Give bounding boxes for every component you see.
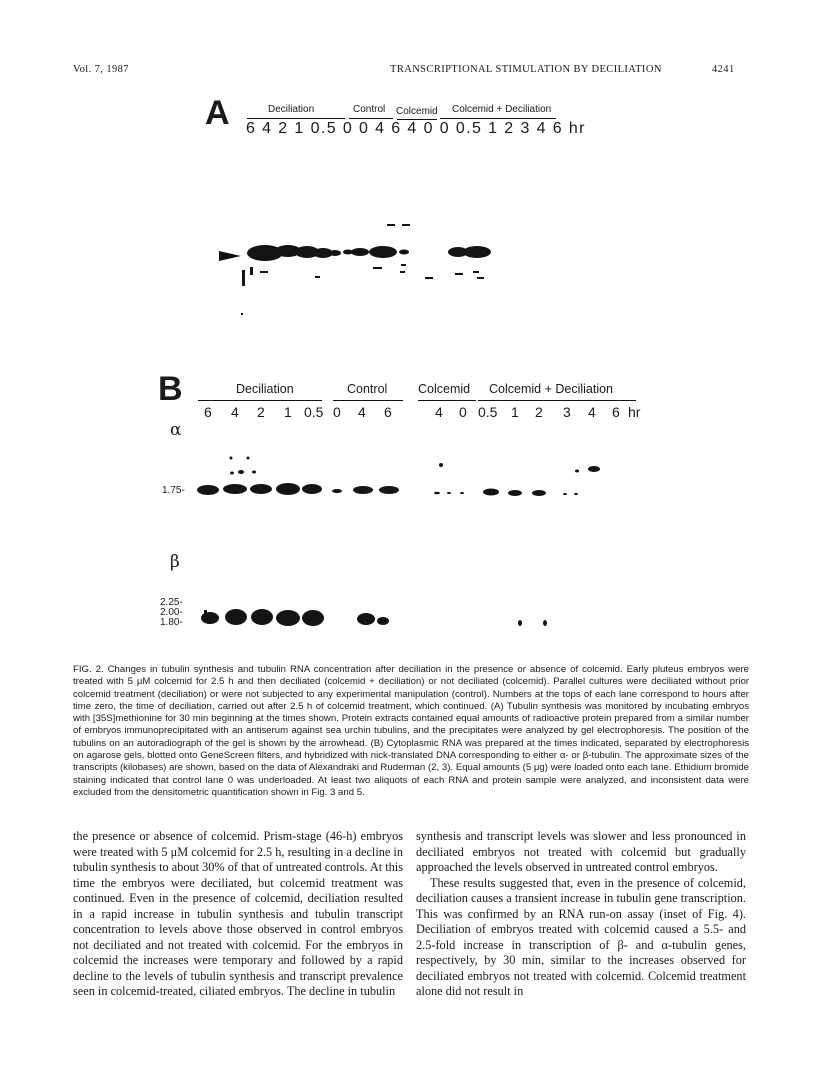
panel-b-lane-label: 0 [459,404,467,420]
panel-b-lane-label: 6 [384,404,392,420]
panel-b-lane-label: 1 [511,404,519,420]
panel-a-lane-labels: 6 4 2 1 0.5 0 0 4 6 4 0 0 0.5 1 2 3 4 6 hr [246,120,586,137]
journal-volume: Vol. 7, 1987 [73,64,129,75]
panel-b-lane-label: 4 [358,404,366,420]
panel-b-bracket-colcemid-deciliation [478,400,636,401]
panel-b-condition-deciliation: Deciliation [236,382,294,396]
panel-b-lane-label: 4 [231,404,239,420]
panel-a-condition-control: Control [353,104,386,115]
page-number: 4241 [712,64,735,75]
panel-b-lane-label: 3 [563,404,571,420]
body-column-right [416,829,746,1000]
panel-b-condition-control: Control [347,382,388,396]
panel-a-bracket-control [349,118,393,119]
panel-a-bracket-colcemid-deciliation [440,118,556,119]
panel-b-lane-label: 0.5 [478,404,498,420]
panel-b-bracket-control [333,400,403,401]
panel-a-autoradiograph [215,215,515,320]
arrowhead-icon [219,251,241,261]
panel-a-bracket-deciliation [247,118,345,119]
running-title: TRANSCRIPTIONAL STIMULATION BY DECILIATION [390,64,662,75]
alpha-northern-blot [192,448,612,508]
panel-b-lane-label: 0.5 [304,404,324,420]
panel-b-lane-label: hr [628,404,641,420]
panel-a-letter: A [205,94,230,132]
panel-b-letter: B [158,370,183,408]
panel-b-lane-label: 1 [284,404,292,420]
beta-size-marker: 1.80- [160,617,183,628]
panel-b-lane-label: 6 [204,404,212,420]
body-paragraph: These results suggested that, even in the presence of colcemid, deciliation causes a transient increase in tubulin gene transcription. This was confirmed by an RNA run-on assay (inset of Fig. 4). Deciliation of embryos treated with colcemid caused a 5.5- and 2.5-fold increase in transcription of β- and α-tubulin genes, respectively, by 30 min, similar to the increases observed for deciliated embryos not treated with colcemid. Colcemid treatment alone did not result in [416,875,746,998]
beta-tubulin-label: β [170,552,180,572]
panel-a-condition-deciliation: Deciliation [268,104,315,115]
beta-northern-blot [192,596,572,636]
panel-b-condition-colcemid: Colcemid [418,382,471,396]
panel-b-lane-label: 2 [257,404,265,420]
panel-b-lane-label: 2 [535,404,543,420]
panel-b-bracket-colcemid [418,400,476,401]
beta-size-marker: 2.25- [160,597,183,608]
panel-b-lane-label: 0 [333,404,341,420]
body-paragraph: the presence or absence of colcemid. Prism-stage (46-h) embryos were treated with 5 μM colcemid for 2.5 h, resulting in a decline in tubulin synthesis to about 30% of that of untreated controls. At this time the embryos were deciliated, but colcemid treatment was continued. Even in the presence of colcemid, deciliation resulted in a rapid increase in tubulin synthesis and tubulin transcript concentration to levels above those observed in control embryos not deciliated and not treated with colcemid. For the embryos in colcemid the increases were temporary and followed by a rapid decline to the levels of tubulin synthesis and transcript prevalence seen in colcemid-treated, ciliated embryos. The decline in tubulin [73,829,403,998]
panel-b-lane-label: 4 [435,404,443,420]
beta-size-marker: 2.00- [160,607,183,618]
body-paragraph: synthesis and transcript levels was slower and less pronounced in deciliated embryos not treated with colcemid but gradually approached the levels observed in untreated control embryos. [416,829,746,874]
alpha-size-marker: 1.75- [162,485,185,496]
alpha-tubulin-label: α [170,420,182,440]
body-column-left [73,829,403,1000]
panel-b-lane-label: 4 [588,404,596,420]
panel-b-condition-colcemid-deciliation: Colcemid + Deciliation [489,382,614,396]
panel-b-lane-label: 6 [612,404,620,420]
panel-b-bracket-deciliation [198,400,322,401]
panel-a-condition-colcemid-deciliation: Colcemid + Deciliation [452,104,552,115]
panel-a-condition-colcemid: Colcemid [396,106,438,117]
figure-caption: FIG. 2. Changes in tubulin synthesis and tubulin RNA concentration after deciliation in the presence or absence of colcemid. Early pluteus embryos were treated with 5 μM colcemid for 2.5 h and then deciliated (colcemid + deciliation) or not deciliated (colcemid). Parallel cultures were deciliated without prior colcemid treatment (deciliation) or were not subjected to any experimental manipulation (control). Numbers at the tops of each lane correspond to hours after time zero, the time of deciliation, carried out after 2.5 h of colcemid treatment, which continued. (A) Tubulin synthesis was monitored by incubating embryos with [35S]methionine for 30 min beginning at the times shown. Protein extracts contained equal amounts of radioactive protein prepared from a similar number of embryos immunoprecipitated with an antiserum against sea urchin tubulins, and the precipitates were analyzed by gel electrophoresis. The position of the tubulins on an autoradiograph of the gel is shown by the arrowhead. (B) Cytoplasmic RNA was prepared at the times indicated, separated by electrophoresis on agarose gels, blotted onto GeneScreen filters, and hybridized with nick-translated DNA corresponding to either α- or β-tubulin. The approximate sizes of the transcripts (kilobases) are shown, based on the data of Alexandraki and Ruderman (2, 3). Equal amounts (5 μg) were loaded onto each lane. Ethidium bromide staining indicated that control lane 0 was underloaded. At least two aliquots of each RNA and protein sample were analyzed, and inconsistent data were excluded from the densitometric quantification shown in Fig. 3 and 5. [73,664,749,798]
